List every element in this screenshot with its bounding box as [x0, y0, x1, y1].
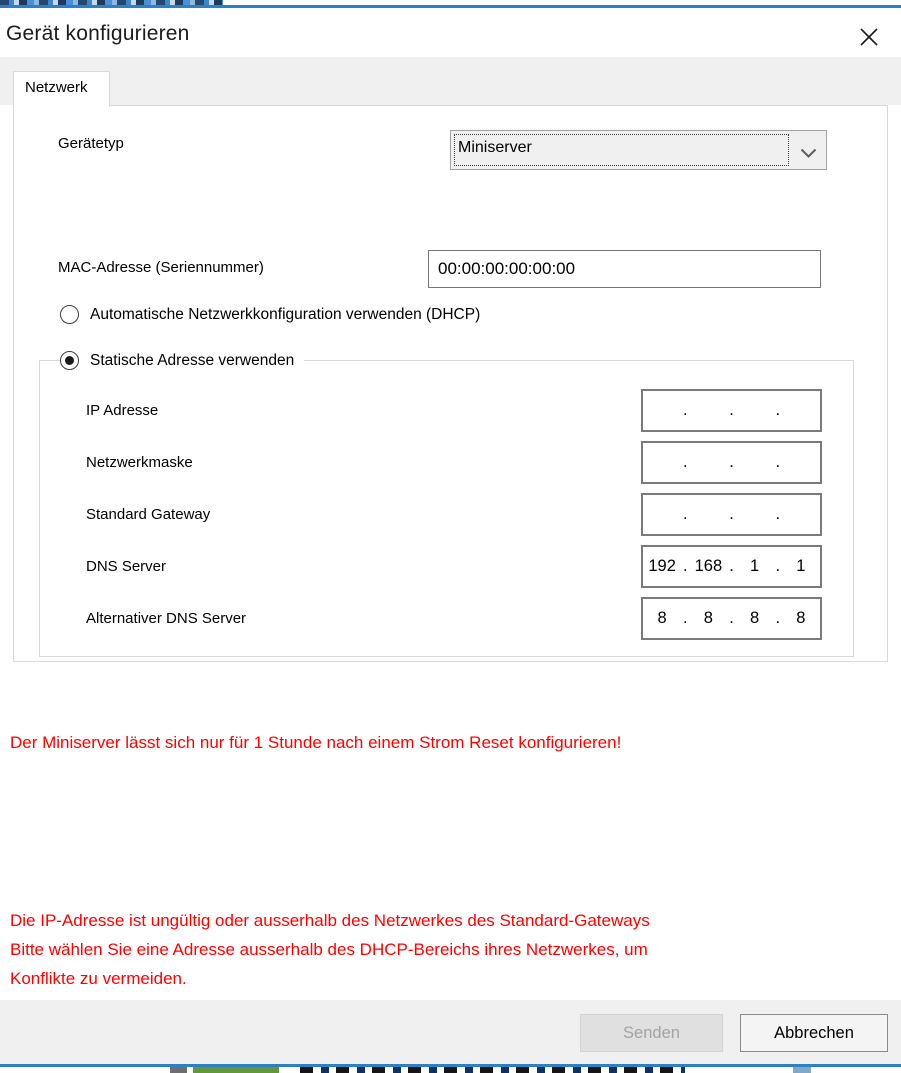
background-window-top: [0, 0, 901, 8]
dialog-footer: [0, 1000, 901, 1064]
ip-octet[interactable]: 8: [796, 609, 806, 627]
cancel-button[interactable]: Abbrechen: [740, 1014, 888, 1052]
radio-static-label: Statische Adresse verwenden: [90, 351, 295, 369]
radio-dhcp-circle[interactable]: [60, 305, 79, 324]
static-address-groupbox: [39, 360, 854, 657]
close-icon: [858, 26, 880, 51]
octet-separator: .: [729, 505, 734, 523]
octet-separator: .: [682, 505, 688, 523]
ip-octet[interactable]: 1: [750, 557, 760, 575]
radio-static-circle[interactable]: [60, 351, 79, 370]
ip-octet[interactable]: 168: [694, 557, 723, 575]
window-title: Gerät konfigurieren: [6, 22, 190, 45]
device-type-label: Gerätetyp: [58, 135, 124, 152]
tab-strip-background: [0, 57, 901, 105]
ip-address-label: IP Adresse: [86, 402, 159, 419]
warning-ip-line-3: Konflikte zu vermeiden.: [10, 969, 187, 988]
warning-ip-invalid: [10, 906, 890, 993]
octet-separator: .: [682, 557, 688, 575]
warning-ip-line-1: Die IP-Adresse ist ungültig oder ausserhalb des Netzwerkes des Standard-Gateways: [10, 911, 650, 930]
octet-separator: .: [729, 609, 734, 627]
octet-separator: .: [729, 453, 734, 471]
octet-separator: .: [775, 453, 781, 471]
octet-separator: .: [775, 505, 781, 523]
device-type-combobox[interactable]: [450, 130, 827, 170]
device-type-value: Miniserver: [458, 139, 532, 156]
ip-octet[interactable]: 8: [703, 609, 713, 627]
octet-separator: .: [775, 401, 781, 419]
tab-label: Netzwerk: [25, 79, 88, 96]
ip-octet[interactable]: 1: [796, 557, 806, 575]
radio-static[interactable]: [60, 351, 304, 370]
octet-separator: .: [729, 401, 734, 419]
title-bar: [0, 8, 901, 57]
send-button[interactable]: Senden: [580, 1014, 723, 1052]
tab-panel-netzwerk: [13, 105, 888, 662]
tab-netzwerk[interactable]: [13, 71, 110, 107]
octet-separator: .: [729, 557, 734, 575]
warning-ip-line-2: Bitte wählen Sie eine Adresse ausserhalb des DHCP-Bereichs ihres Netzwerkes, um: [10, 940, 648, 959]
ip-octet[interactable]: 8: [657, 609, 667, 627]
mac-address-label: MAC-Adresse (Seriennummer): [58, 259, 264, 276]
chevron-down-icon: [800, 146, 817, 157]
background-bottom-fragment: [793, 1067, 811, 1073]
octet-separator: .: [775, 557, 781, 575]
radio-dhcp-label: Automatische Netzwerkkonfiguration verwenden (DHCP): [90, 305, 481, 323]
ip-octet[interactable]: 8: [750, 609, 760, 627]
octet-separator: .: [682, 401, 688, 419]
octet-separator: .: [682, 609, 688, 627]
background-bottom-fragment: [193, 1067, 279, 1073]
netmask-label: Netzwerkmaske: [86, 454, 193, 471]
background-bottom-fragment: [300, 1067, 685, 1073]
alt-dns-label: Alternativer DNS Server: [86, 610, 247, 627]
radio-dhcp[interactable]: [60, 305, 480, 324]
background-bottom-fragment: [170, 1067, 187, 1073]
octet-separator: .: [775, 609, 781, 627]
dns-label: DNS Server: [86, 558, 167, 575]
octet-separator: .: [682, 453, 688, 471]
close-button[interactable]: [849, 20, 889, 56]
ip-octet[interactable]: 192: [648, 557, 676, 575]
mac-address-input[interactable]: [428, 250, 821, 288]
warning-reset-notice: Der Miniserver lässt sich nur für 1 Stunde nach einem Strom Reset konfigurieren!: [10, 733, 622, 752]
gateway-label: Standard Gateway: [86, 506, 211, 523]
